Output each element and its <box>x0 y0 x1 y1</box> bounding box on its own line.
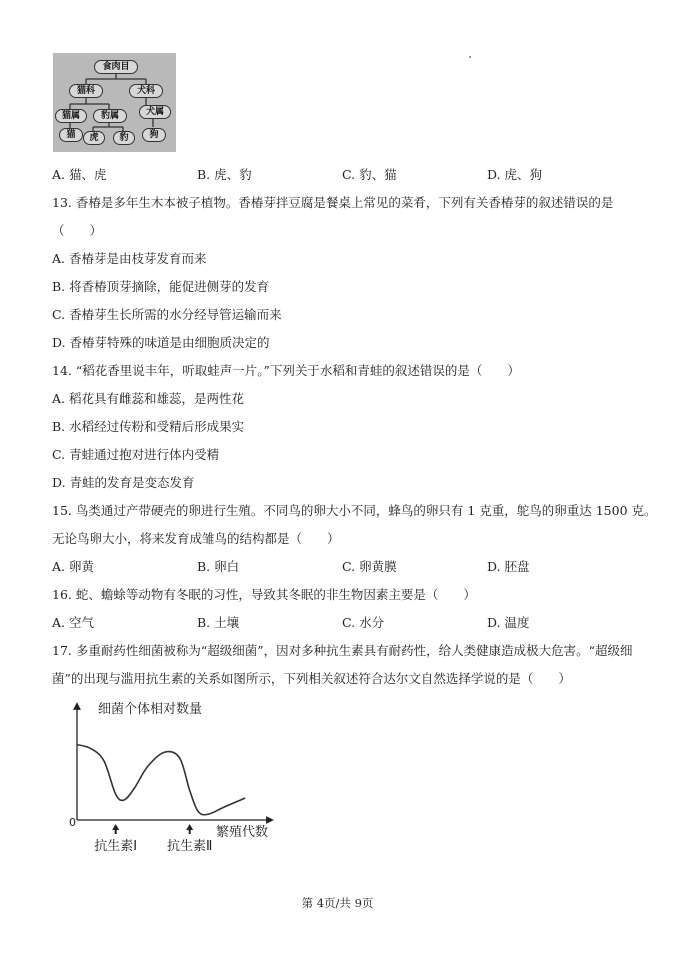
taxon-genus-canis: 犬属 <box>139 105 171 119</box>
q13-option-d: D. 香椿芽特殊的味道是由细胞质决定的 <box>52 335 270 350</box>
q14-option-b: B. 水稻经过传粉和受精后形成果实 <box>52 419 245 434</box>
q14-option-a: A. 稻花具有雌蕊和雄蕊，是两性花 <box>52 391 244 406</box>
taxon-genus-felis: 猫属 <box>55 109 87 123</box>
q13-option-a: A. 香椿芽是由枝芽发育而来 <box>52 251 207 266</box>
page-footer: 第 4页/共 9页 <box>301 896 374 910</box>
q13-paren: （ ） <box>52 223 103 238</box>
taxon-species-leopard: 豹 <box>113 131 135 145</box>
taxon-species-tiger: 虎 <box>83 131 105 145</box>
q16-option-d: D. 温度 <box>487 615 530 630</box>
taxon-family-dog: 犬科 <box>129 84 163 98</box>
q15-option-a: A. 卵黄 <box>52 559 94 574</box>
q15-option-b: B. 卵白 <box>197 559 240 574</box>
taxon-genus-panthera: 豹属 <box>93 109 127 123</box>
antibiotic-marker-label-1: 抗生素Ⅰ <box>94 839 138 854</box>
antibiotic-marker-label-2: 抗生素Ⅱ <box>166 839 213 854</box>
q17-stem-line2: 菌”的出现与滥用抗生素的关系如图所示，下列相关叙述符合达尔文自然选择学说的是（ ） <box>52 671 571 686</box>
q16-option-c: C. 水分 <box>342 615 385 630</box>
q15-option-c: C. 卵黄膜 <box>342 559 397 574</box>
antibiotic-marker-arrow-2 <box>186 824 193 834</box>
bacteria-population-chart <box>62 698 292 863</box>
y-axis-label: 细菌个体相对数量 <box>98 702 203 717</box>
origin-label: 0 <box>69 816 76 829</box>
antibiotic-marker-arrow-1 <box>112 824 119 834</box>
q16-option-b: B. 土壤 <box>197 615 240 630</box>
q15-option-d: D. 胚盘 <box>487 559 530 574</box>
q13-option-b: B. 将香椿顶芽摘除，能促进侧芽的发育 <box>52 279 270 294</box>
taxon-species-cat: 猫 <box>59 128 83 142</box>
taxon-order: 食肉目 <box>94 60 138 74</box>
q12-option-d: D. 虎、狗 <box>487 167 543 182</box>
scan-speck <box>469 56 471 58</box>
q12-option-a: A. 猫、虎 <box>52 167 107 182</box>
q14-stem: 14. “稻花香里说丰年，听取蛙声一片。”下列关于水稻和青蛙的叙述错误的是（ ） <box>52 363 520 378</box>
q13-option-c: C. 香椿芽生长所需的水分经导管运输而来 <box>52 307 282 322</box>
q12-option-b: B. 虎、豹 <box>197 167 252 182</box>
q17-stem-line1: 17. 多重耐药性细菌被称为“超级细菌”，因对多种抗生素具有耐药性，给人类健康造成极大危害。“超级细 <box>52 643 633 658</box>
x-axis-label: 繁殖代数 <box>216 825 269 840</box>
q12-option-c: C. 豹、猫 <box>342 167 397 182</box>
q14-option-c: C. 青蛙通过抱对进行体内受精 <box>52 447 220 462</box>
q16-stem: 16. 蛇、蟾蜍等动物有冬眠的习性，导致其冬眠的非生物因素主要是（ ） <box>52 587 476 602</box>
series-line <box>77 745 245 815</box>
q16-option-a: A. 空气 <box>52 615 94 630</box>
taxon-species-dog: 狗 <box>142 128 166 142</box>
q14-option-d: D. 青蛙的发育是变态发育 <box>52 475 195 490</box>
q15-stem-line1: 15. 鸟类通过产带硬壳的卵进行生殖。不同鸟的卵大小不同，蜂鸟的卵只有 1 克重，鸵鸟的卵重达 1500 克。 <box>52 503 657 518</box>
taxonomy-figure <box>53 53 176 152</box>
q15-stem-line2: 无论鸟卵大小，将来发育成雏鸟的结构都是（ ） <box>52 531 340 546</box>
q13-stem: 13. 香椿是多年生木本被子植物。香椿芽拌豆腐是餐桌上常见的菜肴，下列有关香椿芽的叙述错误的是 <box>52 195 614 210</box>
taxon-family-cat: 猫科 <box>69 84 103 98</box>
